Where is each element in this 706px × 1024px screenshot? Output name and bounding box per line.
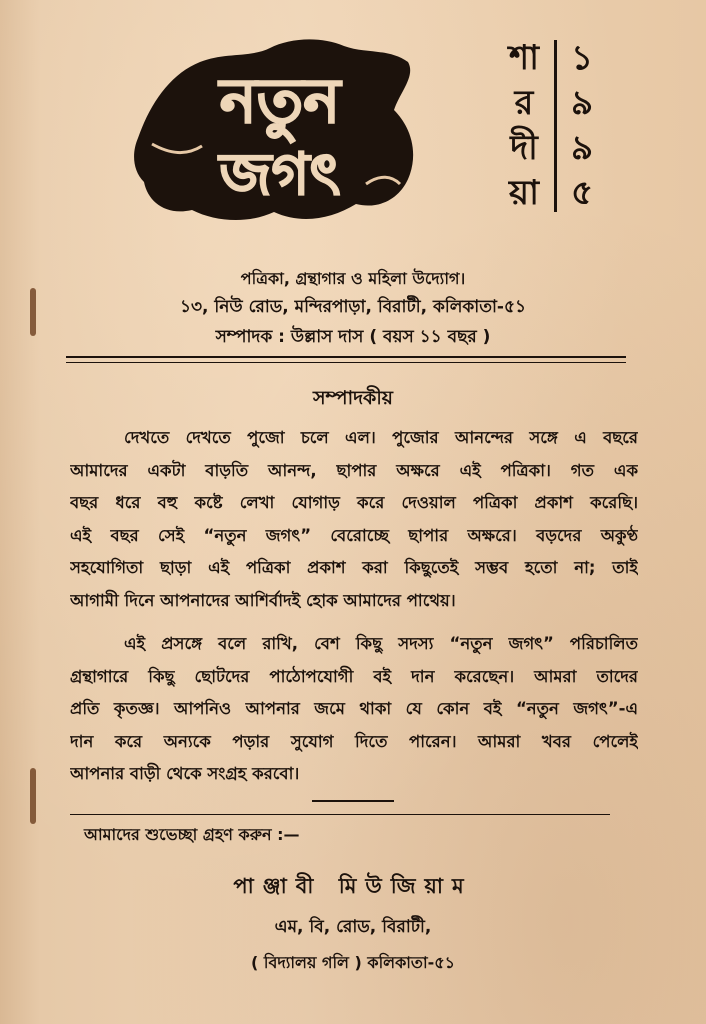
year-digit: ৯ xyxy=(570,83,594,123)
logo-title-line2: জগৎ xyxy=(219,140,341,208)
issue-char: শা xyxy=(509,38,539,78)
year-digit: ৫ xyxy=(570,173,594,213)
header-rule-top xyxy=(66,356,626,358)
sponsor-area: ( বিদ্যালয় গলি ) কলিকাতা-৫১ xyxy=(251,953,455,972)
editorial-paragraph-1 xyxy=(70,422,638,617)
year-divider xyxy=(554,40,557,212)
sponsor-name: পাঞ্জাবী মিউজিয়াম xyxy=(233,874,473,898)
editor-line: সম্পাদক : উল্লাস দাস ( বয়স ১১ বছর ) xyxy=(215,327,491,347)
issue-char: য়া xyxy=(509,173,539,213)
tagline: পত্রিকা, গ্রন্থাগার ও মহিলা উদ্যোগ। xyxy=(240,269,466,288)
paragraph-line: দান করে অন্যকে পড়ার সুযোগ দিতে পারেন। আমরা খবর পেলেই xyxy=(70,731,638,751)
editorial-heading: সম্পাদকীয় xyxy=(313,387,393,409)
paragraph-line: দেখতে দেখতে পুজো চলে এল। পুজোর আনন্দের সঙ্গে এ বছরে xyxy=(124,428,638,447)
greeting-text: আমাদের শুভেচ্ছা গ্রহণ করুন :— xyxy=(84,825,300,844)
paragraph-line: সহযোগিতা ছাড়া এই পত্রিকা প্রকাশ করা কিছুতেই সম্ভব হতো না; তাই xyxy=(70,558,638,577)
logo-title-line1: নতুন xyxy=(219,64,341,137)
issue-char: র xyxy=(514,83,534,123)
header-rule-bottom xyxy=(66,362,626,363)
sponsor-address: এম, বি, রোড, বিরাটী, xyxy=(274,917,432,937)
year-digit: ১ xyxy=(570,38,594,78)
paragraph-line: আমাদের একটা বাড়তি আনন্দ, ছাপার অক্ষরে এই পত্রিকা। গত এক xyxy=(70,460,638,480)
paragraph-line: প্রতি কৃতজ্ঞ। আপনিও আপনার জমে থাকা যে কোন বই “নতুন জগৎ”-এ xyxy=(70,699,638,718)
editorial-paragraph-2 xyxy=(70,628,638,791)
paragraph-line: এই বছর সেই “নতুন জগৎ” বেরোচ্ছে ছাপার অক্ষরে। বড়দের অকুণ্ঠ xyxy=(70,525,638,545)
section-divider-short xyxy=(312,800,394,802)
year-digits xyxy=(562,36,602,216)
issue-label xyxy=(500,36,548,216)
paragraph-line: আগামী দিনে আপনাদের আশির্বাদই হোক আমাদের পাথেয়। xyxy=(70,590,456,610)
paragraph-line: এই প্রসঙ্গে বলে রাখি, বেশ কিছু সদস্য “নতুন জগৎ” পরিচালিত xyxy=(124,634,638,653)
paragraph-line: বছর ধরে বহু কষ্টে লেখা যোগাড় করে দেওয়াল পত্রিকা প্রকাশ করেছি। xyxy=(70,493,638,512)
year-digit: ৯ xyxy=(570,128,594,168)
masthead-logo xyxy=(130,34,420,226)
paragraph-line: আপনার বাড়ী থেকে সংগ্রহ করবো। xyxy=(70,764,300,783)
section-divider-long xyxy=(70,814,610,815)
publisher-address: ১৩, নিউ রোড, মন্দিরপাড়া, বিরাটী, কলিকাতা-৫১ xyxy=(179,297,527,317)
binding-stitch-bottom xyxy=(30,768,36,824)
issue-char: দী xyxy=(510,128,538,168)
paragraph-line: গ্রন্থাগারে কিছু ছোটদের পাঠোপযোগী বই দান করেছেন। আমরা তাদের xyxy=(70,666,638,686)
